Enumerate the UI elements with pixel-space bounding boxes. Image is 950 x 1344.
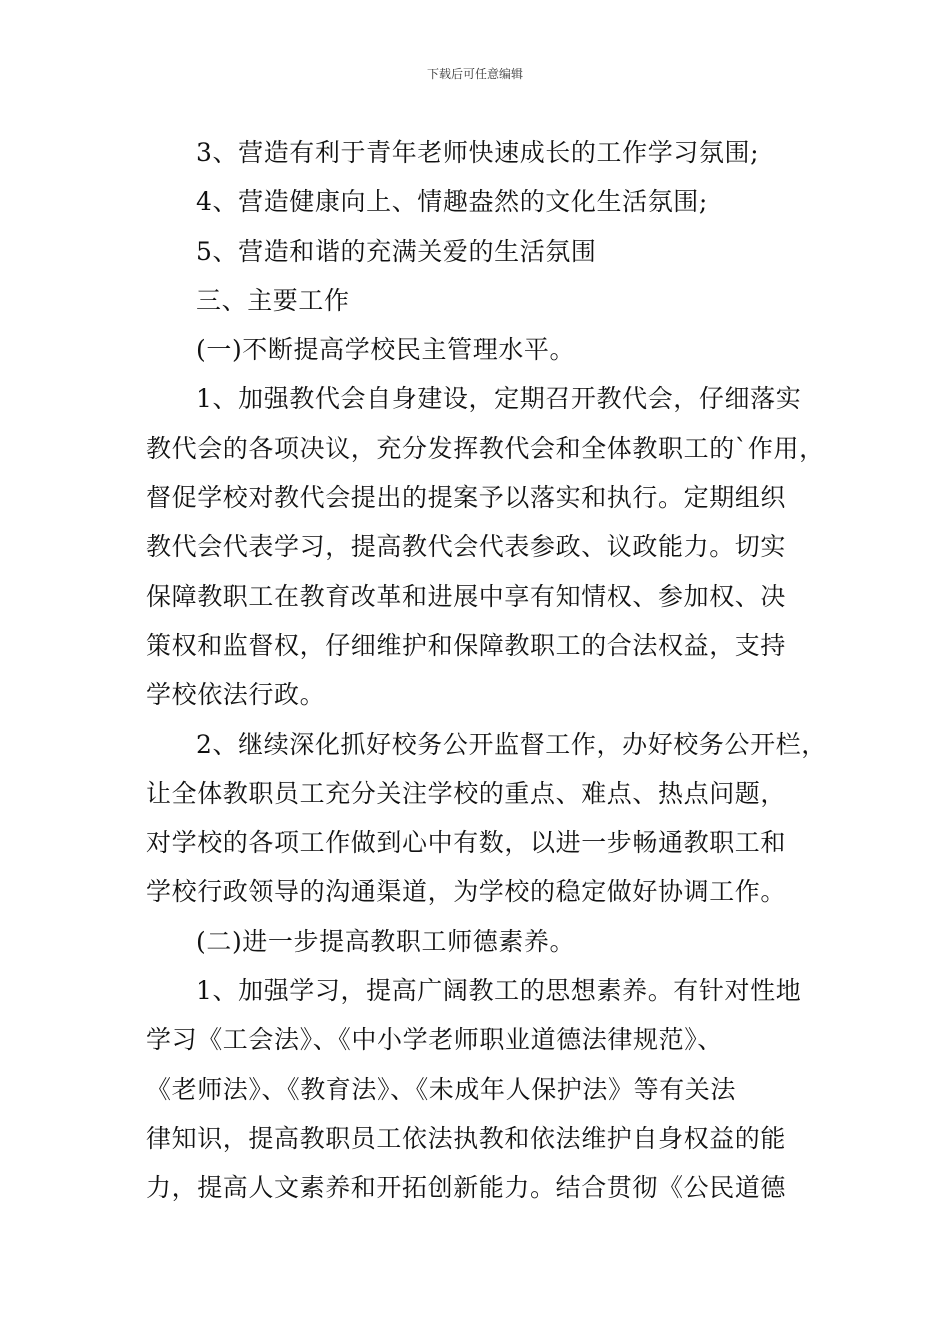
text-line: 学校行政领导的沟通渠道，为学校的稳定做好协调工作。 [146,877,787,907]
text-line: 律知识，提高教职员工依法执教和依法维护自身权益的能 [146,1123,787,1153]
text-line: 三、主要工作 [196,285,350,315]
text-line: 《老师法》、《教育法》、《未成年人保护法》等有关法 [146,1074,737,1104]
paragraph [146,276,810,325]
text-line: 力，提高人文素养和开拓创新能力。结合贯彻《公民道德 [146,1173,787,1203]
text-line: 教代会的各项决议，充分发挥教代会和全体教职工的`作用， [146,433,825,463]
text-line: 5、营造和谐的充满关爱的生活氛围 [196,236,597,266]
text-line: 1、加强教代会自身建设，定期召开教代会，仔细落实 [196,384,802,414]
paragraph [146,917,810,966]
text-line: 策权和监督权，仔细维护和保障教职工的合法权益，支持 [146,630,787,660]
text-line: 对学校的各项工作做到心中有数，以进一步畅通教职工和 [146,828,787,858]
page-header: 下载后可任意编辑 [426,67,523,81]
text-line: 3、营造有利于青年老师快速成长的工作学习氛围; [196,138,760,167]
paragraph [146,720,827,917]
text-line: (一)不断提高学校民主管理水平。 [196,335,576,365]
paragraph [146,227,810,276]
text-line: 1、加强学习，提高广阔教工的思想素养。有针对性地 [196,976,802,1006]
paragraph [146,374,825,719]
text-line: 保障教职工在教育改革和进展中享有知情权、参加权、决 [146,581,787,611]
text-line: 4、营造健康向上、情趣盎然的文化生活氛围; [196,187,708,217]
text-line: (二)进一步提高教职工师德素养。 [196,926,576,956]
text-line: 2、继续深化抓好校务公开监督工作，办好校务公开栏， [196,729,827,759]
text-line: 督促学校对教代会提出的提案予以落实和执行。定期组织 [146,483,787,513]
paragraph [146,966,810,1212]
text-line: 学校依法行政。 [146,680,326,710]
text-line: 让全体教职员工充分关注学校的重点、难点、热点问题， [146,778,787,808]
document-body [146,128,827,1213]
paragraph [146,128,810,177]
text-line: 学习《工会法》、《中小学老师职业道德法律规范》、 [146,1025,723,1055]
text-line: 教代会代表学习，提高教代会代表参政、议政能力。切实 [146,532,787,562]
paragraph [146,325,810,374]
paragraph [146,177,810,226]
